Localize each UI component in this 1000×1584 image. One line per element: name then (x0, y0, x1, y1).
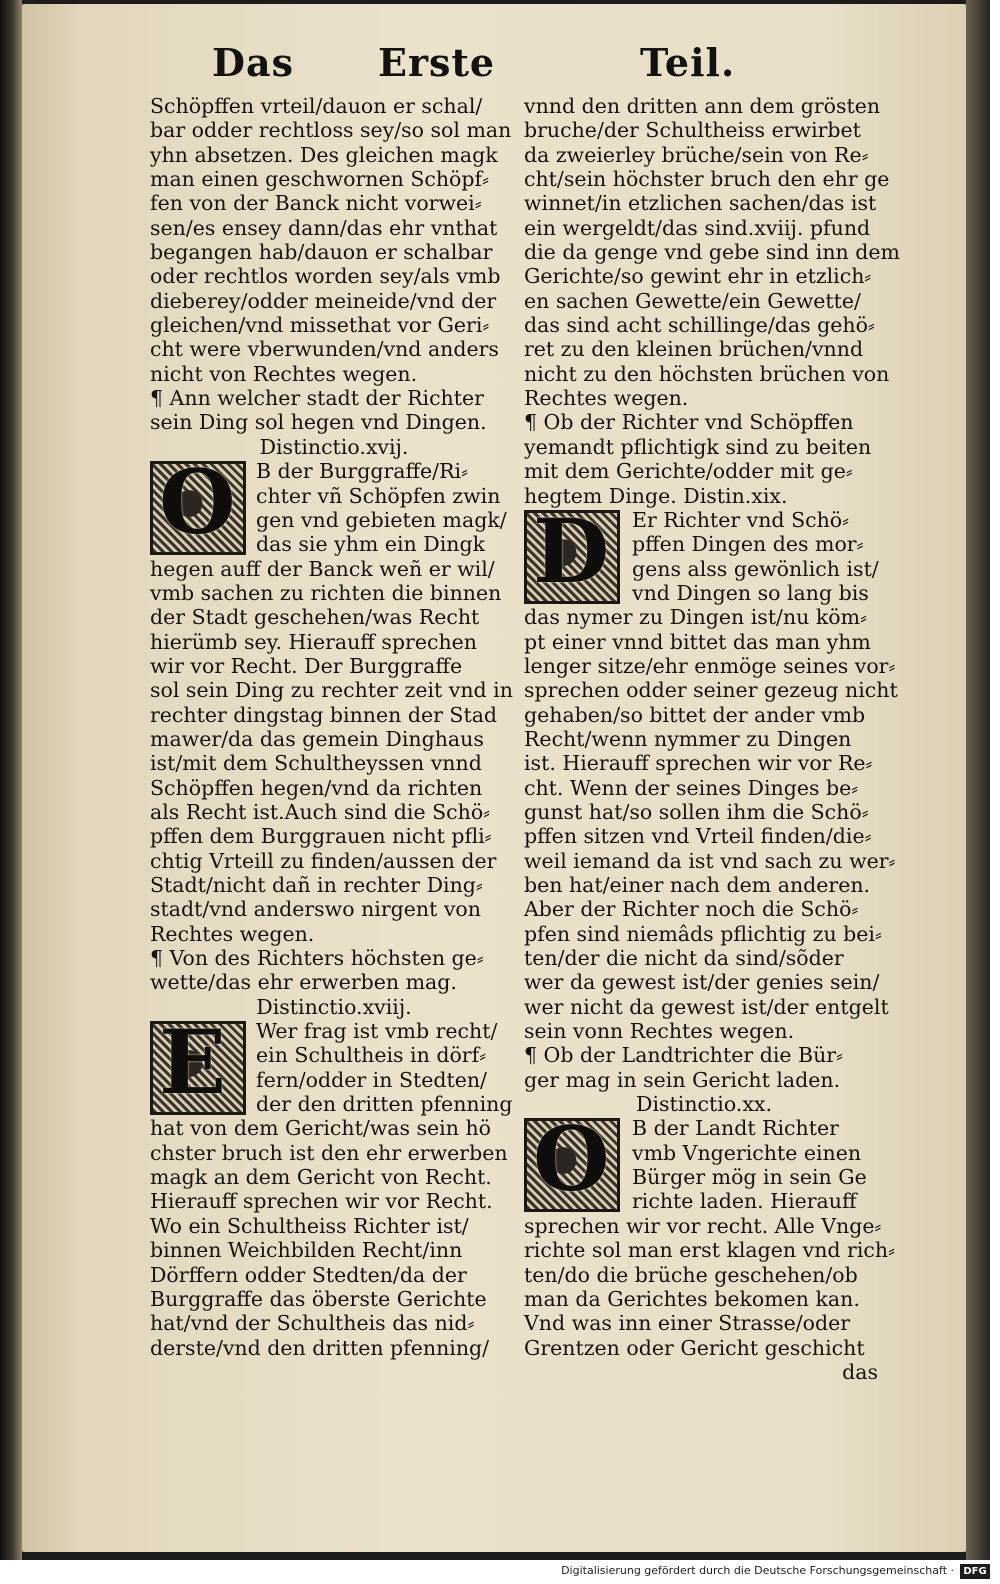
text-line: Wer frag ist vmb recht/ (256, 1019, 498, 1044)
distinctio-heading: Distinctio.xvij. (259, 434, 409, 459)
initial-letter: E (159, 1021, 227, 1115)
initial-paragraph (150, 1019, 518, 1116)
initial-letter: O (159, 461, 236, 555)
text-line: Hierauff sprechen wir vor Recht. (150, 1189, 493, 1214)
text-line: Burggraffe das öberste Gerichte (150, 1286, 487, 1311)
text-line: hat/vnd der Schultheis das nid⸗ (150, 1311, 475, 1336)
text-line: pffen dem Burggrauen nicht pfli⸗ (150, 824, 492, 849)
text-line: ten/der die nicht da sind/sõder (524, 946, 844, 971)
catchword: das (842, 1359, 878, 1384)
text-line: B der Landt Richter (632, 1116, 839, 1141)
text-line: hegtem Dinge. Distin.xix. (524, 483, 788, 508)
right-heading-1 (524, 410, 884, 507)
text-line: sol sein Ding zu rechter zeit vnd in (150, 678, 513, 703)
text-line: Stadt/nicht dañ in rechter Ding⸗ (150, 873, 483, 897)
text-line: man einen geschwornen Schöpf⸗ (150, 167, 489, 192)
text-line: rechter dingstag binnen der Stad (150, 702, 498, 727)
text-line: als Recht ist.Auch sind die Schö⸗ (150, 799, 491, 824)
text-line: Schöpffen vrteil/dauon er schal/ (150, 94, 483, 118)
text-line: fen von der Banck nicht vorwei⸗ (150, 191, 482, 216)
text-line: gunst hat/so sollen ihm die Schö⸗ (524, 799, 869, 824)
text-line: derste/vnd den dritten pfenning/ (150, 1335, 490, 1360)
right-block-1 (524, 94, 900, 411)
text-line: sein vonn Rechtes wegen. (524, 1019, 795, 1044)
text-line: binnen Weichbilden Recht/inn (150, 1238, 463, 1263)
running-head-word: Erste (378, 40, 496, 85)
text-line: hat von dem Gericht/was sein hö (150, 1116, 492, 1141)
text-line: ¶ Ann welcher stadt der Richter (150, 386, 484, 411)
text-line: wer nicht da gewest ist/der entgelt (524, 994, 889, 1019)
text-line: lenger sitze/ehr enmöge seines vor⸗ (524, 653, 896, 678)
text-line: hierümb sey. Hierauff sprechen (150, 629, 477, 654)
page-edge-shadow (966, 0, 990, 1560)
text-line: chter vñ Schöpfen zwin (256, 483, 501, 508)
text-line: das nymer zu Dingen ist/nu köm⸗ (524, 605, 867, 630)
text-line: Aber der Richter noch die Schö⸗ (524, 897, 859, 922)
text-line: fern/odder in Stedten/ (256, 1067, 487, 1092)
distinctio-heading: Distinctio.xx. (636, 1092, 772, 1117)
text-line: ist/mit dem Schultheyssen vnnd (150, 751, 482, 776)
text-line: yemandt pflichtigk sind zu beiten (524, 434, 872, 459)
text-line: Rechtes wegen. (524, 386, 689, 411)
running-head-word: Teil. (640, 40, 736, 85)
text-line: ger mag in sein Gericht laden. (524, 1067, 841, 1092)
left-block-3 (150, 1116, 518, 1359)
text-line: bar odder rechtloss sey/so sol man (150, 118, 512, 143)
text-line: cht/sein höchster bruch den ehr ge (524, 167, 890, 192)
text-line: mawer/da das gemein Dinghaus (150, 726, 484, 751)
text-line: da zweierley brüche/sein von Re⸗ (524, 142, 869, 167)
text-line: pffen sitzen vnd Vrteil finden/die⸗ (524, 824, 872, 849)
text-line: das sie yhm ein Dingk (256, 532, 485, 557)
text-line: gens alss gewönlich ist/ (632, 556, 879, 581)
text-line: en sachen Gewette/ein Gewette/ (524, 288, 861, 313)
left-heading-2 (150, 946, 518, 995)
text-line: weil iemand da ist vnd sach zu wer⸗ (524, 848, 896, 873)
text-line: Vnd was inn einer Strasse/oder (524, 1311, 851, 1336)
initial-paragraph (524, 508, 884, 605)
text-line: pfen sind niemâds pflichtig zu bei⸗ (524, 921, 882, 946)
text-line: das sind acht schillinge/das gehö⸗ (524, 313, 875, 338)
left-text-column (150, 94, 518, 1360)
text-line: Recht/wenn nymmer zu Dingen (524, 726, 852, 751)
initial-letter: O (533, 1118, 610, 1212)
digitization-footer (0, 1560, 1000, 1584)
text-line: cht. Wenn der seines Dinges be⸗ (524, 775, 859, 800)
left-heading-1 (150, 386, 518, 435)
text-line: wir vor Recht. Der Burggraffe (150, 653, 463, 678)
text-line: ¶ Ob der Landtrichter die Bür⸗ (524, 1043, 843, 1068)
text-line: Grentzen oder Gericht geschicht (524, 1335, 865, 1360)
text-line: ret zu den kleinen brüchen/vnnd (524, 337, 864, 362)
decorated-initial (150, 461, 246, 555)
text-line: sprechen wir vor recht. Alle Vnge⸗ (524, 1213, 882, 1238)
right-heading-2 (524, 1043, 884, 1092)
text-line: dieberey/odder meineide/vnd der (150, 288, 497, 313)
distinctio-heading: Distinctio.xviij. (256, 994, 412, 1019)
text-line: man da Gerichtes bekomen kan. (524, 1286, 860, 1311)
text-line: sein Ding sol hegen vnd Dingen. (150, 410, 487, 435)
text-line: begangen hab/dauon er schalbar (150, 240, 493, 265)
text-line: pffen Dingen des mor⸗ (632, 532, 864, 557)
text-line: Schöpffen hegen/vnd da richten (150, 775, 483, 800)
text-line: Wo ein Schultheiss Richter ist/ (150, 1213, 469, 1238)
running-head (150, 40, 736, 92)
right-block-3 (524, 1213, 895, 1360)
initial-paragraph (150, 459, 518, 556)
text-line: Gerichte/so gewint ehr in etzlich⸗ (524, 264, 872, 289)
text-line: yhn absetzen. Des gleichen magk (150, 142, 498, 167)
dfg-logo: DFG (960, 1564, 990, 1579)
text-line: Rechtes wegen. (150, 921, 315, 946)
text-line: nicht zu den höchsten brüchen von (524, 361, 890, 386)
left-block-1 (150, 94, 518, 386)
left-block-2 (150, 557, 518, 947)
initial-letter: D (533, 509, 610, 603)
text-line: cht were vberwunden/vnd anders (150, 337, 499, 362)
text-line: ¶ Ob der Richter vnd Schöpffen (524, 410, 854, 435)
text-line: richte sol man erst klagen vnd rich⸗ (524, 1238, 895, 1263)
text-line: magk an dem Gericht von Recht. (150, 1165, 492, 1190)
book-spine-shadow (0, 0, 22, 1560)
decorated-initial (150, 1021, 246, 1115)
decorated-initial (524, 510, 620, 604)
text-line: ben hat/einer nach dem anderen. (524, 873, 871, 897)
text-line: wette/das ehr erwerben mag. (150, 970, 457, 995)
text-line: ein wergeldt/das sind.xviij. pfund (524, 215, 871, 240)
text-line: sen/es ensey dann/das ehr vnthat (150, 215, 498, 240)
text-line: vnnd den dritten ann dem grösten (524, 94, 881, 118)
text-line: ten/do die brüche geschehen/ob (524, 1262, 858, 1287)
footer-credit: Digitalisierung gefördert durch die Deutsche Forschungsgemeinschaft · (561, 1564, 954, 1577)
text-line: gen vnd gebieten magk/ (256, 507, 507, 532)
right-text-column (524, 94, 900, 1384)
text-line: chster bruch ist den ehr erwerben (150, 1140, 508, 1165)
text-line: gehaben/so bittet der ander vmb (524, 702, 866, 727)
text-line: wer da gewest ist/der genies sein/ (524, 970, 880, 995)
text-line: stadt/vnd anderswo nirgent von (150, 897, 481, 922)
text-line: vnd Dingen so lang bis (632, 580, 869, 605)
text-line: sprechen odder seiner gezeug nicht (524, 678, 898, 703)
text-line: vmb Vngerichte einen (632, 1140, 862, 1165)
text-line: ¶ Von des Richters höchsten ge⸗ (150, 946, 484, 971)
text-line: ist. Hierauff sprechen wir vor Re⸗ (524, 751, 873, 776)
text-line: chtig Vrteill zu finden/aussen der (150, 848, 497, 873)
text-line: Bürger mög in sein Ge (632, 1165, 867, 1190)
decorated-initial (524, 1118, 620, 1212)
text-line: bruche/der Schultheiss erwirbet (524, 118, 861, 143)
right-block-2 (524, 605, 898, 1044)
text-line: pt einer vnnd bittet das man yhm (524, 629, 871, 654)
text-line: oder rechtlos worden sey/als vmb (150, 264, 501, 289)
running-head-word: Das (212, 40, 294, 85)
text-line: Dörffern odder Stedten/da der (150, 1262, 467, 1287)
text-line: B der Burggraffe/Ri⸗ (256, 459, 468, 484)
text-line: die da genge vnd gebe sind inn dem (524, 240, 900, 265)
text-line: mit dem Gerichte/odder mit ge⸗ (524, 459, 853, 484)
text-line: der den dritten pfenning (256, 1092, 513, 1117)
text-line: winnet/in etzlichen sachen/das ist (524, 191, 877, 216)
text-line: nicht von Rechtes wegen. (150, 361, 418, 386)
text-line: hegen auff der Banck weñ er wil/ (150, 556, 495, 581)
text-line: vmb sachen zu richten die binnen (150, 580, 502, 605)
initial-paragraph (524, 1116, 884, 1213)
text-line: der Stadt geschehen/was Recht (150, 605, 480, 630)
text-line: ein Schultheis in dörf⸗ (256, 1043, 487, 1068)
text-line: richte laden. Hierauff (632, 1189, 857, 1214)
text-line: gleichen/vnd missethat vor Geri⸗ (150, 313, 490, 338)
text-line: Er Richter vnd Schö⸗ (632, 507, 849, 532)
